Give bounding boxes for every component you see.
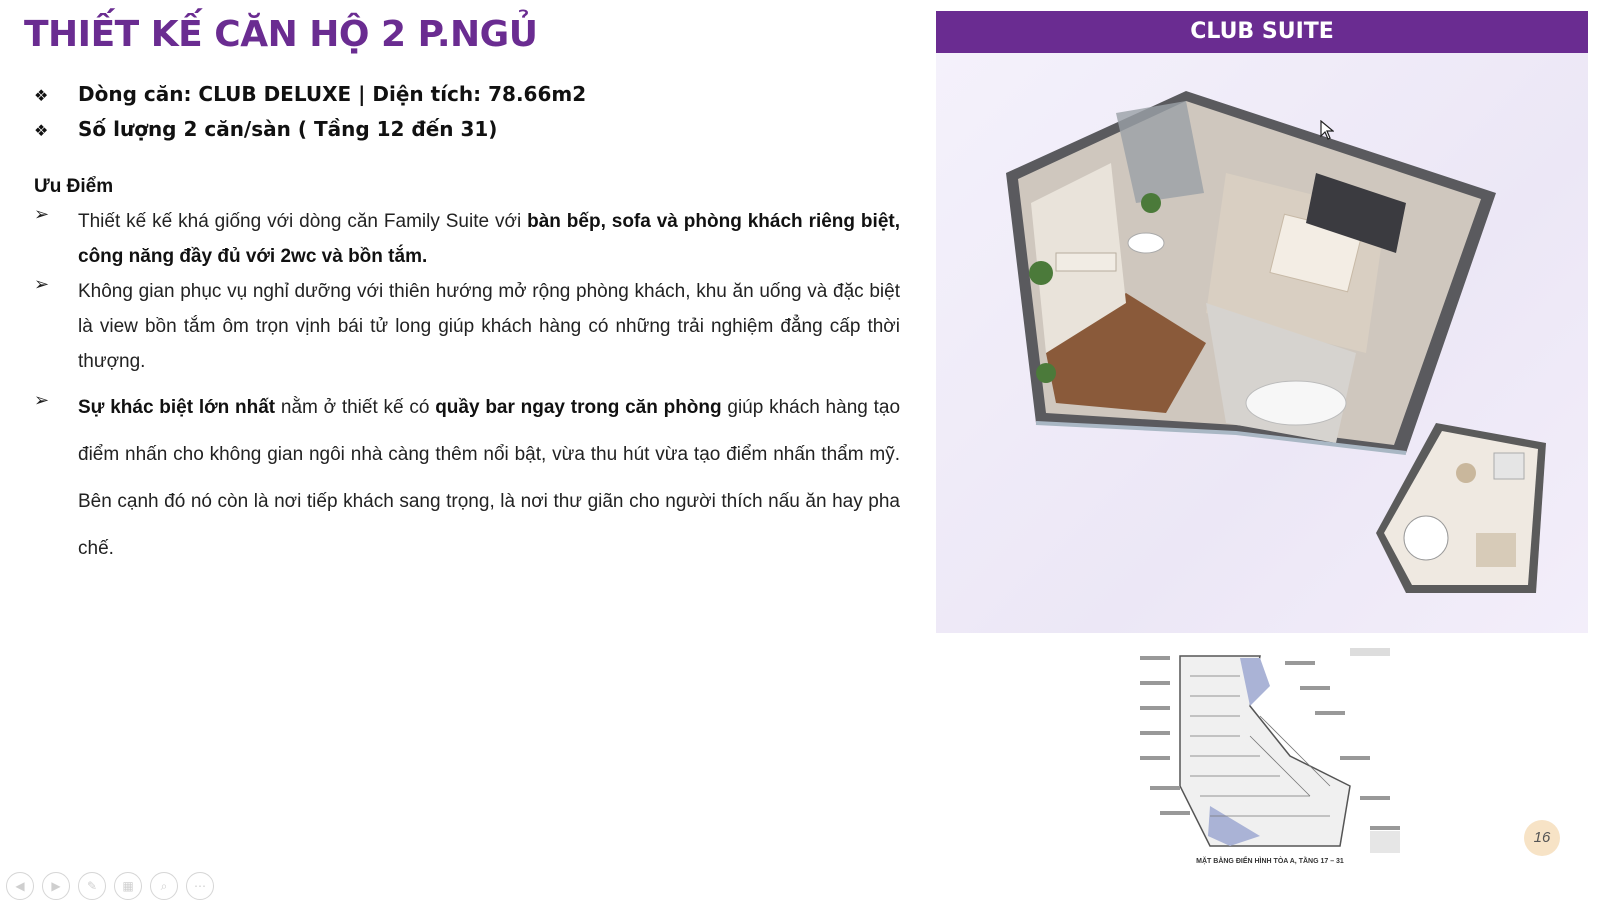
paragraph-bold-text: bàn bếp, sofa và phòng khách riêng biệt, công năng đầy đủ với 2wc và bồn tắm. [78, 211, 900, 267]
next-icon[interactable]: ▶ [42, 872, 70, 900]
floor-plan-caption: MẶT BẰNG ĐIỂN HÌNH TÒA A, TẦNG 17 – 31 [1196, 858, 1344, 865]
paragraph-bold-text: Sự khác biệt lớn nhất [78, 397, 276, 418]
paragraph-text: giúp khách hàng tạo điểm nhấn cho không gian ngôi nhà càng thêm nổi bật, vừa thu hút vừa tạo điểm nhấn thẩm mỹ. Bên cạnh đó nó còn là nơi tiếp khách sang trọng, là nơi thư giãn cho người thích nấu ăn hay pha chế. [78, 397, 901, 559]
advantage-item-3 [34, 384, 900, 572]
page-number-badge: 16 [1524, 820, 1560, 856]
arrow-bullet-icon: ➢ [34, 390, 50, 410]
advantage-item-1 [34, 204, 900, 274]
feature-text: Dòng căn: CLUB DELUXE | Diện tích: 78.66m2 [78, 82, 587, 106]
advantage-item-2 [34, 274, 900, 379]
feature-text: Số lượng 2 căn/sàn ( Tầng 12 đến 31) [78, 117, 498, 141]
pen-icon[interactable]: ✎ [78, 872, 106, 900]
zoom-icon[interactable]: ⌕ [150, 872, 178, 900]
paragraph-text: nằm ở thiết kế có [275, 397, 436, 418]
prev-icon[interactable]: ◀ [6, 872, 34, 900]
page-title: THIẾT KẾ CĂN HỘ 2 P.NGỦ [24, 14, 538, 55]
paragraph-bold-text: quầy bar ngay trong căn phòng [435, 397, 722, 418]
apartment-3d-render [936, 53, 1588, 633]
slides-icon[interactable]: ▦ [114, 872, 142, 900]
tower-floor-plan [1100, 646, 1440, 856]
diamond-bullet-icon: ❖ [34, 121, 49, 140]
paragraph-text: Không gian phục vụ nghỉ dưỡng với thiên hướng mở rộng phòng khách, khu ăn uống và đặc biệt là view bồn tắm ôm trọn vịnh bái tử long giúp khách hàng có những trải nghiệm đẳng cấp thời thượng. [78, 281, 900, 372]
arrow-bullet-icon: ➢ [34, 274, 50, 294]
feature-line-count [34, 117, 497, 141]
diamond-bullet-icon: ❖ [34, 86, 49, 105]
club-suite-banner: CLUB SUITE [936, 11, 1588, 53]
paragraph-text: Thiết kế kế khá giống với dòng căn Family Suite với [78, 211, 528, 232]
arrow-bullet-icon: ➢ [34, 204, 50, 224]
presentation-controls [6, 872, 214, 900]
more-icon[interactable]: ⋯ [186, 872, 214, 900]
floor-plan-image [1100, 646, 1440, 886]
mouse-cursor-icon [1320, 120, 1334, 145]
apartment-3d-illustration [936, 53, 1588, 633]
feature-line-type [34, 82, 586, 106]
advantages-heading: Ưu Điểm [34, 176, 114, 197]
